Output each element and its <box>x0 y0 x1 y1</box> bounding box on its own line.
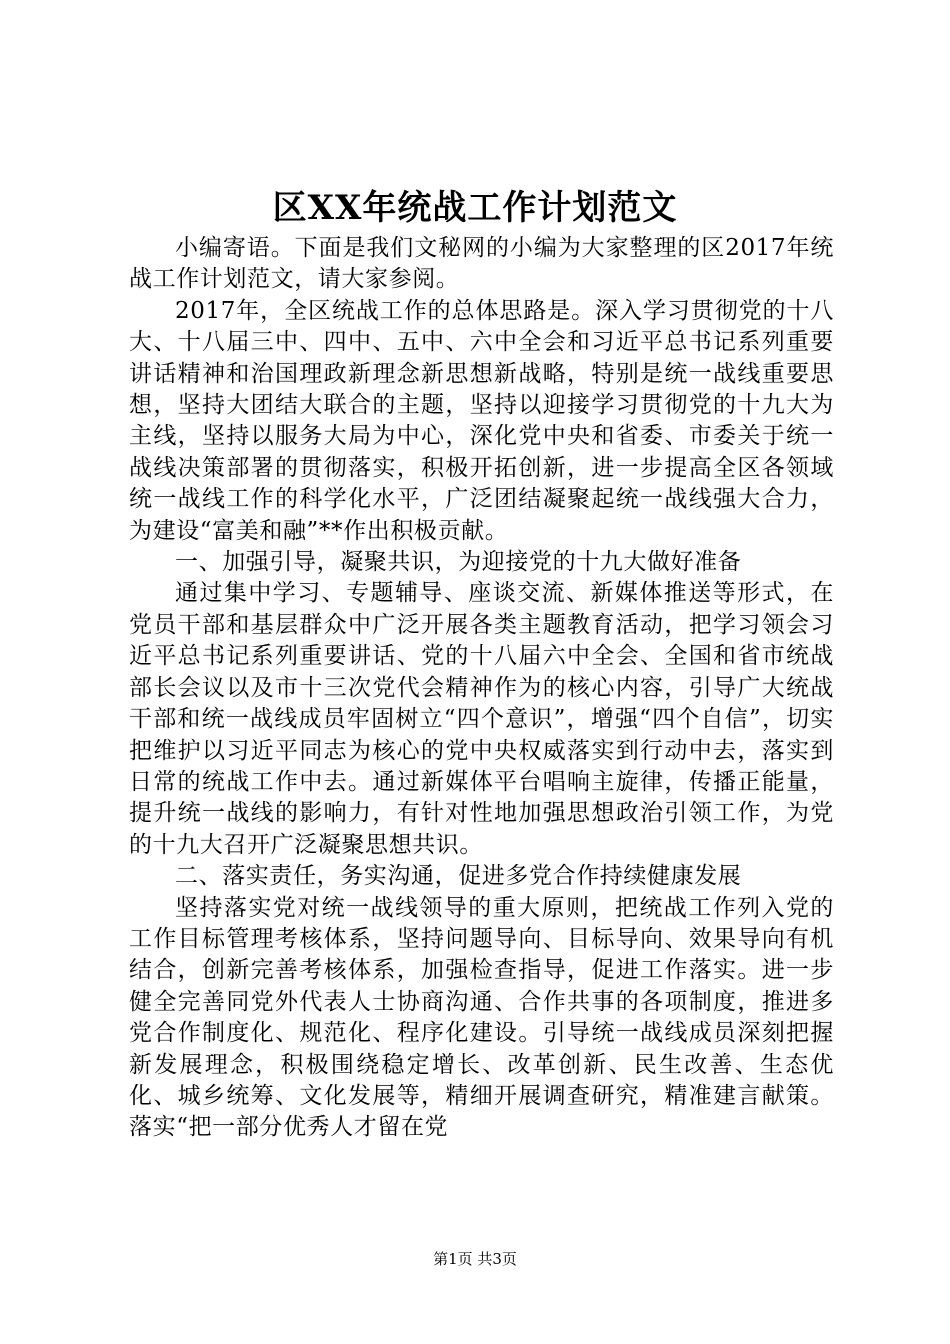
paragraph-section-1: 通过集中学习、专题辅导、座谈交流、新媒体推送等形式，在党员干部和基层群众中广泛开展各类主题教育活动，把学习领会习近平总书记系列重要讲话、党的十八届六中全会、全国和省市统战部长会议以及市十三次党代会精神作为的核心内容，引导广大统战干部和统一战线成员牢固树立“四个意识”，增强“四个自信”，切实把维护以习近平同志为核心的党中央权威落实到行动中去，落实到日常的统战工作中去。通过新媒体平台唱响主旋律，传播正能量，提升统一战线的影响力，有针对性地加强思想政治引领工作，为党的十九大召开广泛凝聚思想共识。 <box>129 580 834 858</box>
section-heading-2: 二、落实责任，务实沟通，促进多党合作持续健康发展 <box>175 863 742 890</box>
document-body <box>129 233 834 1144</box>
paragraph-overall-approach: 2017年，全区统战工作的总体思路是。深入学习贯彻党的十八大、十八届三中、四中、五中、六中全会和习近平总书记系列重要讲话精神和治国理政新理念新思想新战略，特别是统一战线重要思想，坚持大团结大联合的主题，坚持以迎接学习贯彻党的十九大为主线，坚持以服务大局为中心，深化党中央和省委、市委关于统一战线决策部署的贯彻落实，积极开拓创新，进一步提高全区各领域统一战线工作的科学化水平，广泛团结凝聚起统一战线强大合力，为建设“富美和融”**作出积极贡献。 <box>129 297 834 544</box>
page-title: 区XX年统战工作计划范文 <box>272 188 678 228</box>
section-heading-1: 一、加强引导，凝聚共识，为迎接党的十九大做好准备 <box>175 549 742 576</box>
paragraph-intro: 小编寄语。下面是我们文秘网的小编为大家整理的区2017年统战工作计划范文，请大家参阅。 <box>129 235 834 293</box>
paragraph-section-2: 坚持落实党对统一战线领导的重大原则，把统战工作列入党的工作目标管理考核体系，坚持问题导向、目标导向、效果导向有机结合，创新完善考核体系，加强检查指导，促进工作落实。进一步健全完善同党外代表人士协商沟通、合作共事的各项制度，推进多党合作制度化、规范化、程序化建设。引导统一战线成员深刻把握新发展理念，积极围绕稳定增长、改革创新、民生改善、生态优化、城乡统筹、文化发展等，精细开展调查研究，精准建言献策。落实“把一部分优秀人才留在党 <box>129 894 834 1141</box>
page-footer: 第1页 共3页 <box>433 1250 517 1268</box>
